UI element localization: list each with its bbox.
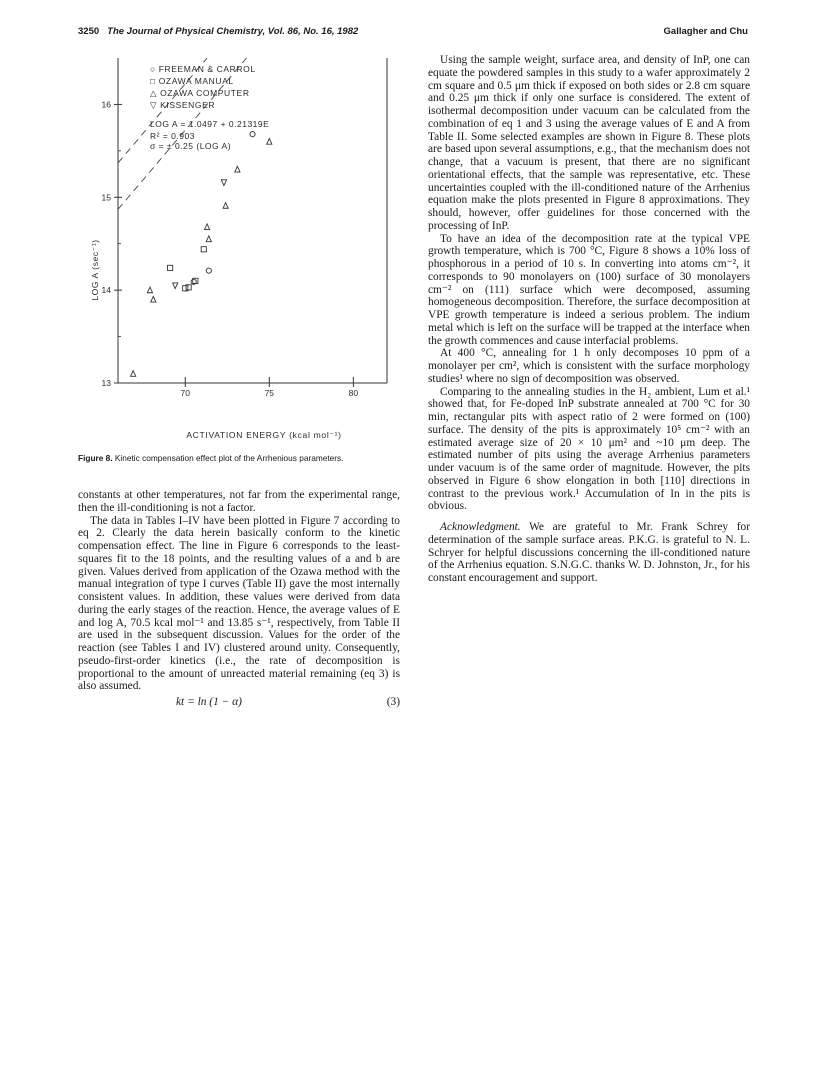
legend-entry-freeman: ○ FREEMAN & CARROL <box>150 64 256 74</box>
legend-entry-ozawa-manual: □ OZAWA MANUAL <box>150 76 234 86</box>
running-header <box>78 26 748 42</box>
point-circle <box>206 268 211 273</box>
header-authors: Gallagher and Chu <box>663 26 748 37</box>
y-tick-label: 13 <box>101 378 111 388</box>
y-tick-label: 16 <box>101 99 111 110</box>
scatter-plot <box>78 48 398 450</box>
figure-caption <box>78 453 396 464</box>
fit-r-squared: R² = 0.903 <box>150 131 195 141</box>
legend-entry-kissenger: ▽ KISSENGER <box>150 100 216 110</box>
acknowledgment <box>428 521 750 585</box>
left-column <box>78 489 400 709</box>
y-axis-label: LOG A (sec⁻¹) <box>90 239 100 301</box>
point-triangle-up <box>131 371 136 377</box>
section-gap <box>428 513 750 521</box>
point-triangle-up <box>223 203 228 209</box>
right-paragraph-1: Using the sample weight, surface area, and density of InP, one can equate the powdered samples in this study to a wafer approximately 2 cm square and 0.5 μm thick if exposed on both sides or 2.8 cm square and 0.25 μm thick if only one surface is considered. The extent of isothermal decomposition under vacuum can be calculated from the combination of eq 1 and 3 using the average values of E and A from Table II. Some selected examples are shown in Figure 8. These plots are based upon several assumptions, e.g., that the mechanism does not change, that a vacuum is present, that there are no significant orientational effects, that the sample was representative, etc. These uncertainties coupled with the ill-conditioned nature of the Arrhenius equation make the plots presented in Figure 8 approximations. They should, however, offer guidelines for those concerned with the processing of InP. <box>428 54 750 232</box>
equation-number: (3) <box>386 696 400 708</box>
point-triangle-down <box>221 180 226 186</box>
left-paragraph-2: The data in Tables I–IV have been plotted in Figure 7 according to eq 2. Clearly the data herein basically conform to the kinetic compensation effect. The line in Figure 6 corresponds to the least-squares fit to the 18 points, and the resulting values of a and b are given. Values derived from application of the Ozawa method with the manual integration of type I curves (Table II) gave the most internally consistent values. In addition, these values were derived from data during the early stages of the reaction. Hence, the average values of E and log A, 70.5 kcal mol⁻¹ and 13.85 s⁻¹, respectively, from Table II are used in the subsequent discussion. Values for the order of the reaction (see Tables I and IV) clustered around unity. Consequently, pseudo-first-order kinetics (i.e., the rate of decomposition is proportional to the amount of unreacted material remaining (eq 3) is also assumed. <box>78 514 400 693</box>
caption-label: Figure 8. <box>78 453 113 463</box>
right-paragraph-3: At 400 °C, annealing for 1 h only decomposes 10 ppm of a monolayer per cm², which is consistent with the surface morphology studies¹ where no sign of decomposition was observed. <box>428 347 750 385</box>
equation-body: kt = ln (1 − α) <box>176 696 242 708</box>
point-triangle-up <box>235 166 240 172</box>
right-paragraph-4: Comparing to the annealing studies in the H₂ ambient, Lum et al.¹ showed that, for Fe-doped InP substrate annealed at 700 °C for 30 min, rectangular pits with aspect ratio of 2 were formed on (100) surface. The density of the pits is approximately 10⁵ cm⁻² with an estimated average size of 20 × 10 μm² and ~10 μm deep. The estimated number of pits using the average Arrhenius parameters under vacuum is of the same order of magnitude. However, the pits observed in Figure 6 show elongation in both [110] directions in contrast to the previous work.¹ Accumulation of In in the pits is obvious. <box>428 385 750 513</box>
point-square <box>201 247 206 252</box>
x-tick-label: 80 <box>348 388 359 398</box>
point-triangle-up <box>267 138 272 144</box>
y-tick-label: 15 <box>101 192 111 203</box>
point-square <box>168 265 173 270</box>
point-triangle-down <box>173 283 178 289</box>
fit-equation: LOG A = 1.0497 + 0.21319E <box>150 119 270 129</box>
legend-entry-ozawa-computer: △ OZAWA COMPUTER <box>150 88 250 98</box>
fit-sigma: σ = ± 0.25 (LOG A) <box>150 141 232 151</box>
x-tick-label: 70 <box>180 388 190 398</box>
y-tick-label: 14 <box>101 285 111 296</box>
plot-legend <box>150 64 269 151</box>
right-column <box>428 54 750 585</box>
equation-3 <box>78 696 400 709</box>
journal-citation: The Journal of Physical Chemistry, Vol. 86, No. 16, 1982 <box>107 26 359 37</box>
acknowledgment-heading: Acknowledgment. <box>440 521 521 533</box>
data-points <box>131 132 272 377</box>
caption-text: Kinetic compensation effect plot of the Arrhenious parameters. <box>114 453 344 463</box>
left-paragraph-1: constants at other temperatures, not far from the experimental range, then the ill-conditioning is not a factor. <box>78 489 400 514</box>
right-paragraph-2: To have an idea of the decomposition rate at the typical VPE growth temperature, which is 700 °C, Figure 8 shows a 10% loss of phosphorous in a period of 10 s. In converting into atoms cm⁻², it corresponds to 90 monolayers on (100) surface of 30 monolayers cm⁻² on (111) surface which were decomposed, assuming homogeneous decomposition. Therefore, the surface decomposition at VPE growth temperature is indeed a serious problem. The indium metal which is left on the surface will be trapped at the interface when the growth commences and cause interfacial problems. <box>428 232 750 347</box>
point-triangle-up <box>205 224 210 230</box>
acknowledgment-text: We are grateful to Mr. Frank Schrey for determination of the sample surface areas. P.K.G. is grateful to N. L. Schryer for helpful discussions concerning the ill-conditioned nature of the Arrhenius equation. S.N.G.C. thanks W. D. Johnston, Jr., for his constant encouragement and support. <box>428 521 750 584</box>
point-triangle-up <box>147 287 152 293</box>
point-triangle-up <box>206 236 211 242</box>
figure-8 <box>78 48 398 450</box>
point-circle <box>250 132 255 137</box>
x-axis-label: ACTIVATION ENERGY (kcal mol⁻¹) <box>186 430 342 440</box>
header-left <box>78 26 358 37</box>
point-triangle-up <box>151 296 156 302</box>
page-number: 3250 <box>78 26 100 37</box>
x-tick-label: 75 <box>264 388 275 398</box>
